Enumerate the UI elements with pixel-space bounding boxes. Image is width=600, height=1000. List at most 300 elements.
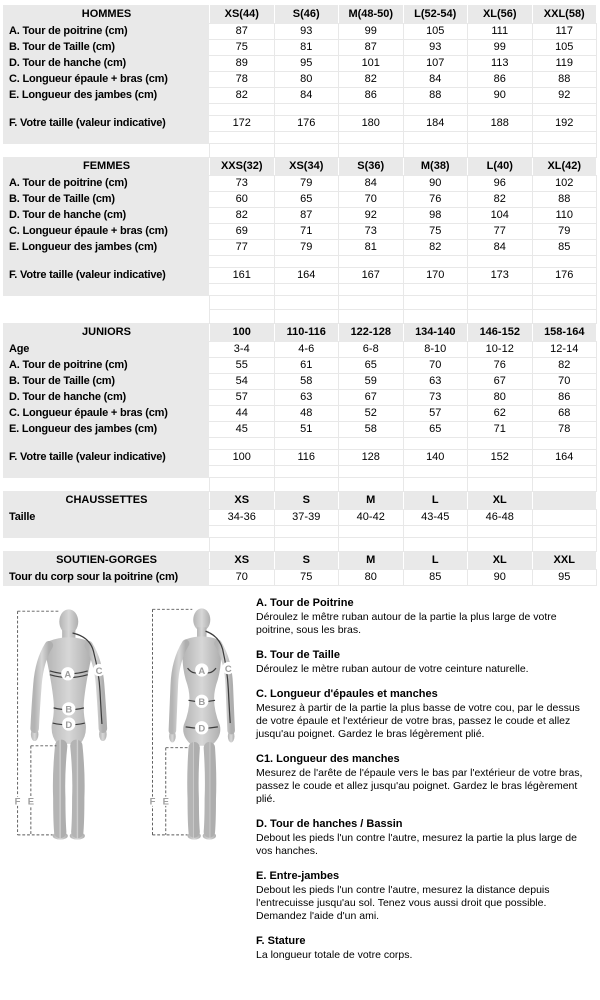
table-cell: 63 bbox=[403, 374, 468, 390]
separator-label-cell bbox=[4, 296, 210, 310]
instruction-text: Debout les pieds l'un contre l'autre, mesurez la distance depuis l'entrecuisse jusqu'au sol. Tenez vous aussi droit que possible. Demandez l'aide d'un ami. bbox=[256, 884, 550, 922]
table-row bbox=[4, 570, 597, 586]
section-title: CHAUSSETTES bbox=[4, 492, 210, 510]
separator-label-cell bbox=[4, 310, 210, 324]
male-figure-diagram bbox=[10, 595, 119, 853]
table-cell: 164 bbox=[274, 268, 339, 284]
column-header: 146-152 bbox=[468, 324, 533, 342]
table-row bbox=[4, 406, 597, 422]
table-cell: 76 bbox=[403, 192, 468, 208]
table-row bbox=[4, 224, 597, 240]
table-cell: 44 bbox=[210, 406, 275, 422]
table-cell: 84 bbox=[403, 72, 468, 88]
table-cell bbox=[274, 526, 339, 538]
table-cell bbox=[339, 104, 404, 116]
row-label-cell bbox=[4, 104, 210, 116]
table-cell: 78 bbox=[532, 422, 597, 438]
table-cell: 12-14 bbox=[532, 342, 597, 358]
separator-label-cell bbox=[4, 538, 210, 552]
row-label-cell: D. Tour de hanche (cm) bbox=[4, 56, 210, 72]
table-cell: 87 bbox=[210, 24, 275, 40]
row-label-cell: B. Tour de Taille (cm) bbox=[4, 374, 210, 390]
label-e: E bbox=[27, 796, 35, 808]
table-cell: 92 bbox=[339, 208, 404, 224]
column-header: XS(34) bbox=[274, 158, 339, 176]
table-cell bbox=[468, 478, 533, 492]
label-b: B bbox=[198, 697, 206, 709]
table-cell: 55 bbox=[210, 358, 275, 374]
table-cell bbox=[468, 284, 533, 296]
table-cell: 75 bbox=[403, 224, 468, 240]
label-a: A bbox=[198, 665, 206, 677]
table-cell: 52 bbox=[339, 406, 404, 422]
blank-row bbox=[4, 466, 597, 478]
table-cell: 87 bbox=[339, 40, 404, 56]
table-cell: 79 bbox=[274, 240, 339, 256]
table-cell bbox=[468, 526, 533, 538]
row-label-cell bbox=[4, 526, 210, 538]
table-cell: 70 bbox=[210, 570, 275, 586]
table-cell bbox=[403, 466, 468, 478]
table-row bbox=[4, 450, 597, 466]
table-cell bbox=[403, 478, 468, 492]
table-cell: 82 bbox=[210, 208, 275, 224]
row-label-cell: E. Longueur des jambes (cm) bbox=[4, 422, 210, 438]
instruction-heading: C1. Longueur des manches bbox=[256, 753, 400, 765]
table-cell: 84 bbox=[339, 176, 404, 192]
separator-row bbox=[4, 144, 597, 158]
table-cell bbox=[210, 438, 275, 450]
table-cell bbox=[403, 526, 468, 538]
instruction-text: Mesurez de l'arête de l'épaule vers le bas par l'extérieur de votre bras, passez le coude et allez jusqu'au poignet. Gardez le bras légèrement plié. bbox=[256, 767, 583, 805]
table-row bbox=[4, 208, 597, 224]
instruction-text: Debout les pieds l'un contre l'autre, mesurez la partie la plus large de vos hanches. bbox=[256, 832, 577, 857]
table-cell bbox=[532, 526, 597, 538]
table-cell: 128 bbox=[339, 450, 404, 466]
column-header bbox=[532, 492, 597, 510]
size-tables bbox=[3, 5, 597, 586]
table-cell bbox=[210, 310, 275, 324]
table-cell bbox=[210, 144, 275, 158]
table-cell: 86 bbox=[468, 72, 533, 88]
label-b: B bbox=[65, 704, 73, 716]
table-cell: 62 bbox=[468, 406, 533, 422]
table-cell bbox=[339, 466, 404, 478]
table-cell bbox=[339, 284, 404, 296]
column-header: XL(42) bbox=[532, 158, 597, 176]
table-cell: 88 bbox=[532, 192, 597, 208]
instruction-heading: D. Tour de hanches / Bassin bbox=[256, 818, 403, 830]
blank-row bbox=[4, 104, 597, 116]
blank-row bbox=[4, 438, 597, 450]
row-label-cell: D. Tour de hanche (cm) bbox=[4, 208, 210, 224]
table-cell bbox=[468, 466, 533, 478]
label-f: F bbox=[149, 796, 156, 808]
table-cell bbox=[532, 538, 597, 552]
row-label-cell: Tour du corp sour la poitrine (cm) bbox=[4, 570, 210, 586]
table-cell: 34-36 bbox=[210, 510, 275, 526]
instruction-heading: E. Entre-jambes bbox=[256, 870, 340, 882]
separator-label-cell bbox=[4, 144, 210, 158]
table-cell: 57 bbox=[210, 390, 275, 406]
table-row bbox=[4, 374, 597, 390]
table-cell: 173 bbox=[468, 268, 533, 284]
table-cell: 88 bbox=[403, 88, 468, 104]
column-header: L bbox=[403, 552, 468, 570]
instruction-text: Déroulez le mètre ruban autour de votre ceinture naturelle. bbox=[256, 663, 529, 675]
table-cell: 100 bbox=[210, 450, 275, 466]
table-cell: 101 bbox=[339, 56, 404, 72]
table-cell: 70 bbox=[339, 192, 404, 208]
table-cell: 65 bbox=[339, 358, 404, 374]
table-cell bbox=[210, 478, 275, 492]
table-cell: 140 bbox=[403, 450, 468, 466]
table-row bbox=[4, 56, 597, 72]
table-cell: 75 bbox=[210, 40, 275, 56]
row-label-cell: Taille bbox=[4, 510, 210, 526]
section-header-row bbox=[4, 552, 597, 570]
instruction-heading: A. Tour de Poitrine bbox=[256, 597, 354, 609]
table-cell bbox=[468, 538, 533, 552]
table-cell bbox=[403, 284, 468, 296]
table-cell: 105 bbox=[403, 24, 468, 40]
column-header: XL bbox=[468, 552, 533, 570]
section-title: FEMMES bbox=[4, 158, 210, 176]
table-cell: 89 bbox=[210, 56, 275, 72]
table-cell bbox=[339, 310, 404, 324]
instruction-text: Déroulez le mêtre ruban autour de la partie la plus large de votre poitrine, sous les bras. bbox=[256, 611, 557, 636]
section-header-row bbox=[4, 492, 597, 510]
instruction-text: La longueur totale de votre corps. bbox=[256, 949, 413, 961]
table-cell: 113 bbox=[468, 56, 533, 72]
column-header: 134-140 bbox=[403, 324, 468, 342]
table-cell bbox=[468, 438, 533, 450]
table-cell: 170 bbox=[403, 268, 468, 284]
table-cell: 46-48 bbox=[468, 510, 533, 526]
table-cell bbox=[403, 132, 468, 144]
section-header-row bbox=[4, 324, 597, 342]
table-cell bbox=[403, 256, 468, 268]
label-d: D bbox=[65, 719, 73, 731]
table-cell: 82 bbox=[403, 240, 468, 256]
table-cell bbox=[339, 538, 404, 552]
table-cell bbox=[210, 256, 275, 268]
table-cell bbox=[403, 104, 468, 116]
table-cell: 111 bbox=[468, 24, 533, 40]
table-cell bbox=[274, 256, 339, 268]
column-header: S bbox=[274, 552, 339, 570]
table-row bbox=[4, 358, 597, 374]
table-cell: 70 bbox=[532, 374, 597, 390]
table-cell: 37-39 bbox=[274, 510, 339, 526]
section-title: HOMMES bbox=[4, 6, 210, 24]
table-cell: 117 bbox=[532, 24, 597, 40]
label-f: F bbox=[14, 796, 21, 808]
table-cell: 70 bbox=[403, 358, 468, 374]
table-cell: 65 bbox=[403, 422, 468, 438]
table-row bbox=[4, 72, 597, 88]
row-label-cell: C. Longueur épaule + bras (cm) bbox=[4, 224, 210, 240]
table-cell: 77 bbox=[210, 240, 275, 256]
table-cell: 90 bbox=[468, 570, 533, 586]
table-cell bbox=[274, 478, 339, 492]
table-cell: 57 bbox=[403, 406, 468, 422]
table-cell bbox=[274, 144, 339, 158]
table-cell: 8-10 bbox=[403, 342, 468, 358]
table-cell: 98 bbox=[403, 208, 468, 224]
table-cell: 119 bbox=[532, 56, 597, 72]
blank-row bbox=[4, 526, 597, 538]
row-label-cell: C. Longueur épaule + bras (cm) bbox=[4, 406, 210, 422]
column-header: L(40) bbox=[468, 158, 533, 176]
table-cell: 188 bbox=[468, 116, 533, 132]
table-cell: 40-42 bbox=[339, 510, 404, 526]
table-cell: 10-12 bbox=[468, 342, 533, 358]
table-cell: 3-4 bbox=[210, 342, 275, 358]
table-cell: 43-45 bbox=[403, 510, 468, 526]
column-header: 122-128 bbox=[339, 324, 404, 342]
column-header: XXL(58) bbox=[532, 6, 597, 24]
table-cell bbox=[210, 526, 275, 538]
size-tables-body bbox=[4, 6, 597, 586]
row-label-cell: F. Votre taille (valeur indicative) bbox=[4, 268, 210, 284]
table-row bbox=[4, 240, 597, 256]
table-cell bbox=[274, 438, 339, 450]
table-cell bbox=[339, 296, 404, 310]
measurement-instructions bbox=[252, 595, 594, 962]
table-cell: 84 bbox=[468, 240, 533, 256]
row-label-cell: F. Votre taille (valeur indicative) bbox=[4, 116, 210, 132]
column-header: 110-116 bbox=[274, 324, 339, 342]
table-cell bbox=[274, 466, 339, 478]
table-cell: 6-8 bbox=[339, 342, 404, 358]
table-cell bbox=[403, 310, 468, 324]
table-row bbox=[4, 116, 597, 132]
row-label-cell: A. Tour de poitrine (cm) bbox=[4, 358, 210, 374]
figure-diagrams bbox=[0, 595, 252, 962]
table-cell: 80 bbox=[468, 390, 533, 406]
separator-row bbox=[4, 296, 597, 310]
table-cell: 78 bbox=[210, 72, 275, 88]
table-cell: 71 bbox=[274, 224, 339, 240]
table-row bbox=[4, 510, 597, 526]
table-cell bbox=[210, 132, 275, 144]
column-header: S bbox=[274, 492, 339, 510]
column-header: S(46) bbox=[274, 6, 339, 24]
table-cell: 95 bbox=[532, 570, 597, 586]
table-cell: 76 bbox=[468, 358, 533, 374]
table-cell: 102 bbox=[532, 176, 597, 192]
column-header: XS bbox=[210, 492, 275, 510]
table-cell: 99 bbox=[468, 40, 533, 56]
table-cell bbox=[339, 526, 404, 538]
table-cell bbox=[210, 296, 275, 310]
table-cell: 63 bbox=[274, 390, 339, 406]
table-cell bbox=[403, 438, 468, 450]
row-label-cell bbox=[4, 466, 210, 478]
column-header: XS(44) bbox=[210, 6, 275, 24]
table-cell: 176 bbox=[274, 116, 339, 132]
table-cell: 104 bbox=[468, 208, 533, 224]
column-header: XXL bbox=[532, 552, 597, 570]
row-label-cell bbox=[4, 132, 210, 144]
table-cell bbox=[532, 510, 597, 526]
row-label-cell: D. Tour de hanche (cm) bbox=[4, 390, 210, 406]
table-cell: 86 bbox=[339, 88, 404, 104]
table-cell: 85 bbox=[532, 240, 597, 256]
table-cell bbox=[339, 438, 404, 450]
table-cell: 48 bbox=[274, 406, 339, 422]
table-cell: 82 bbox=[339, 72, 404, 88]
table-cell bbox=[274, 296, 339, 310]
table-cell bbox=[403, 144, 468, 158]
table-cell: 85 bbox=[403, 570, 468, 586]
section-title: SOUTIEN-GORGES bbox=[4, 552, 210, 570]
table-cell bbox=[339, 132, 404, 144]
table-cell bbox=[468, 296, 533, 310]
section-header-row bbox=[4, 6, 597, 24]
column-header: L bbox=[403, 492, 468, 510]
table-cell: 93 bbox=[403, 40, 468, 56]
column-header: M bbox=[339, 492, 404, 510]
row-label-cell: B. Tour de Taille (cm) bbox=[4, 40, 210, 56]
table-cell bbox=[532, 296, 597, 310]
separator-row bbox=[4, 538, 597, 552]
row-label-cell bbox=[4, 284, 210, 296]
table-cell bbox=[339, 478, 404, 492]
table-cell bbox=[210, 284, 275, 296]
table-cell: 58 bbox=[339, 422, 404, 438]
column-header: 158-164 bbox=[532, 324, 597, 342]
table-cell: 61 bbox=[274, 358, 339, 374]
table-cell bbox=[532, 284, 597, 296]
female-figure-diagram bbox=[143, 595, 252, 853]
table-cell bbox=[274, 284, 339, 296]
row-label-cell: A. Tour de poitrine (cm) bbox=[4, 176, 210, 192]
label-c: C bbox=[95, 665, 103, 677]
table-cell bbox=[468, 256, 533, 268]
row-label-cell: Age bbox=[4, 342, 210, 358]
measurement-guide bbox=[0, 595, 600, 962]
table-cell: 51 bbox=[274, 422, 339, 438]
table-cell bbox=[403, 538, 468, 552]
table-cell: 82 bbox=[468, 192, 533, 208]
table-row bbox=[4, 192, 597, 208]
table-cell: 60 bbox=[210, 192, 275, 208]
table-cell bbox=[274, 132, 339, 144]
table-cell: 180 bbox=[339, 116, 404, 132]
table-cell: 82 bbox=[210, 88, 275, 104]
table-cell: 84 bbox=[274, 88, 339, 104]
table-cell bbox=[468, 144, 533, 158]
table-cell bbox=[532, 466, 597, 478]
table-cell bbox=[403, 296, 468, 310]
row-label-cell: E. Longueur des jambes (cm) bbox=[4, 88, 210, 104]
table-cell: 110 bbox=[532, 208, 597, 224]
table-cell: 105 bbox=[532, 40, 597, 56]
table-row bbox=[4, 342, 597, 358]
row-label-cell: A. Tour de poitrine (cm) bbox=[4, 24, 210, 40]
table-row bbox=[4, 176, 597, 192]
table-cell: 88 bbox=[532, 72, 597, 88]
table-cell bbox=[468, 104, 533, 116]
table-row bbox=[4, 24, 597, 40]
table-cell: 99 bbox=[339, 24, 404, 40]
table-cell bbox=[210, 104, 275, 116]
table-cell: 73 bbox=[403, 390, 468, 406]
table-cell bbox=[468, 310, 533, 324]
table-cell bbox=[274, 538, 339, 552]
table-cell: 192 bbox=[532, 116, 597, 132]
blank-row bbox=[4, 256, 597, 268]
table-cell: 116 bbox=[274, 450, 339, 466]
column-header: XL(56) bbox=[468, 6, 533, 24]
separator-row bbox=[4, 478, 597, 492]
column-header: XS bbox=[210, 552, 275, 570]
table-cell: 90 bbox=[468, 88, 533, 104]
instruction-heading: B. Tour de Taille bbox=[256, 649, 340, 661]
table-cell bbox=[210, 466, 275, 478]
table-cell: 45 bbox=[210, 422, 275, 438]
table-cell: 92 bbox=[532, 88, 597, 104]
instruction-heading: F. Stature bbox=[256, 935, 306, 947]
table-cell: 73 bbox=[339, 224, 404, 240]
label-e: E bbox=[162, 796, 169, 808]
table-cell: 96 bbox=[468, 176, 533, 192]
label-c: C bbox=[224, 663, 232, 675]
table-cell: 54 bbox=[210, 374, 275, 390]
table-cell: 82 bbox=[532, 358, 597, 374]
label-d: D bbox=[198, 723, 206, 735]
table-cell: 80 bbox=[339, 570, 404, 586]
table-cell bbox=[339, 144, 404, 158]
table-row bbox=[4, 88, 597, 104]
table-cell bbox=[274, 310, 339, 324]
table-row bbox=[4, 268, 597, 284]
table-cell: 68 bbox=[532, 406, 597, 422]
column-header: M(48-50) bbox=[339, 6, 404, 24]
table-cell: 81 bbox=[274, 40, 339, 56]
column-header: S(36) bbox=[339, 158, 404, 176]
table-cell bbox=[274, 104, 339, 116]
label-a: A bbox=[64, 669, 72, 681]
column-header: M(38) bbox=[403, 158, 468, 176]
table-cell: 58 bbox=[274, 374, 339, 390]
row-label-cell: C. Longueur épaule + bras (cm) bbox=[4, 72, 210, 88]
column-header: 100 bbox=[210, 324, 275, 342]
row-label-cell: B. Tour de Taille (cm) bbox=[4, 192, 210, 208]
column-header: XXS(32) bbox=[210, 158, 275, 176]
table-cell: 4-6 bbox=[274, 342, 339, 358]
section-header-row bbox=[4, 158, 597, 176]
table-row bbox=[4, 40, 597, 56]
table-row bbox=[4, 390, 597, 406]
table-cell: 67 bbox=[468, 374, 533, 390]
row-label-cell: F. Votre taille (valeur indicative) bbox=[4, 450, 210, 466]
column-header: XL bbox=[468, 492, 533, 510]
table-cell bbox=[532, 438, 597, 450]
table-cell: 73 bbox=[210, 176, 275, 192]
table-cell: 77 bbox=[468, 224, 533, 240]
table-cell: 81 bbox=[339, 240, 404, 256]
table-cell bbox=[532, 132, 597, 144]
row-label-cell bbox=[4, 256, 210, 268]
table-cell: 93 bbox=[274, 24, 339, 40]
table-cell bbox=[532, 144, 597, 158]
separator-label-cell bbox=[4, 478, 210, 492]
separator-row bbox=[4, 310, 597, 324]
table-cell: 67 bbox=[339, 390, 404, 406]
